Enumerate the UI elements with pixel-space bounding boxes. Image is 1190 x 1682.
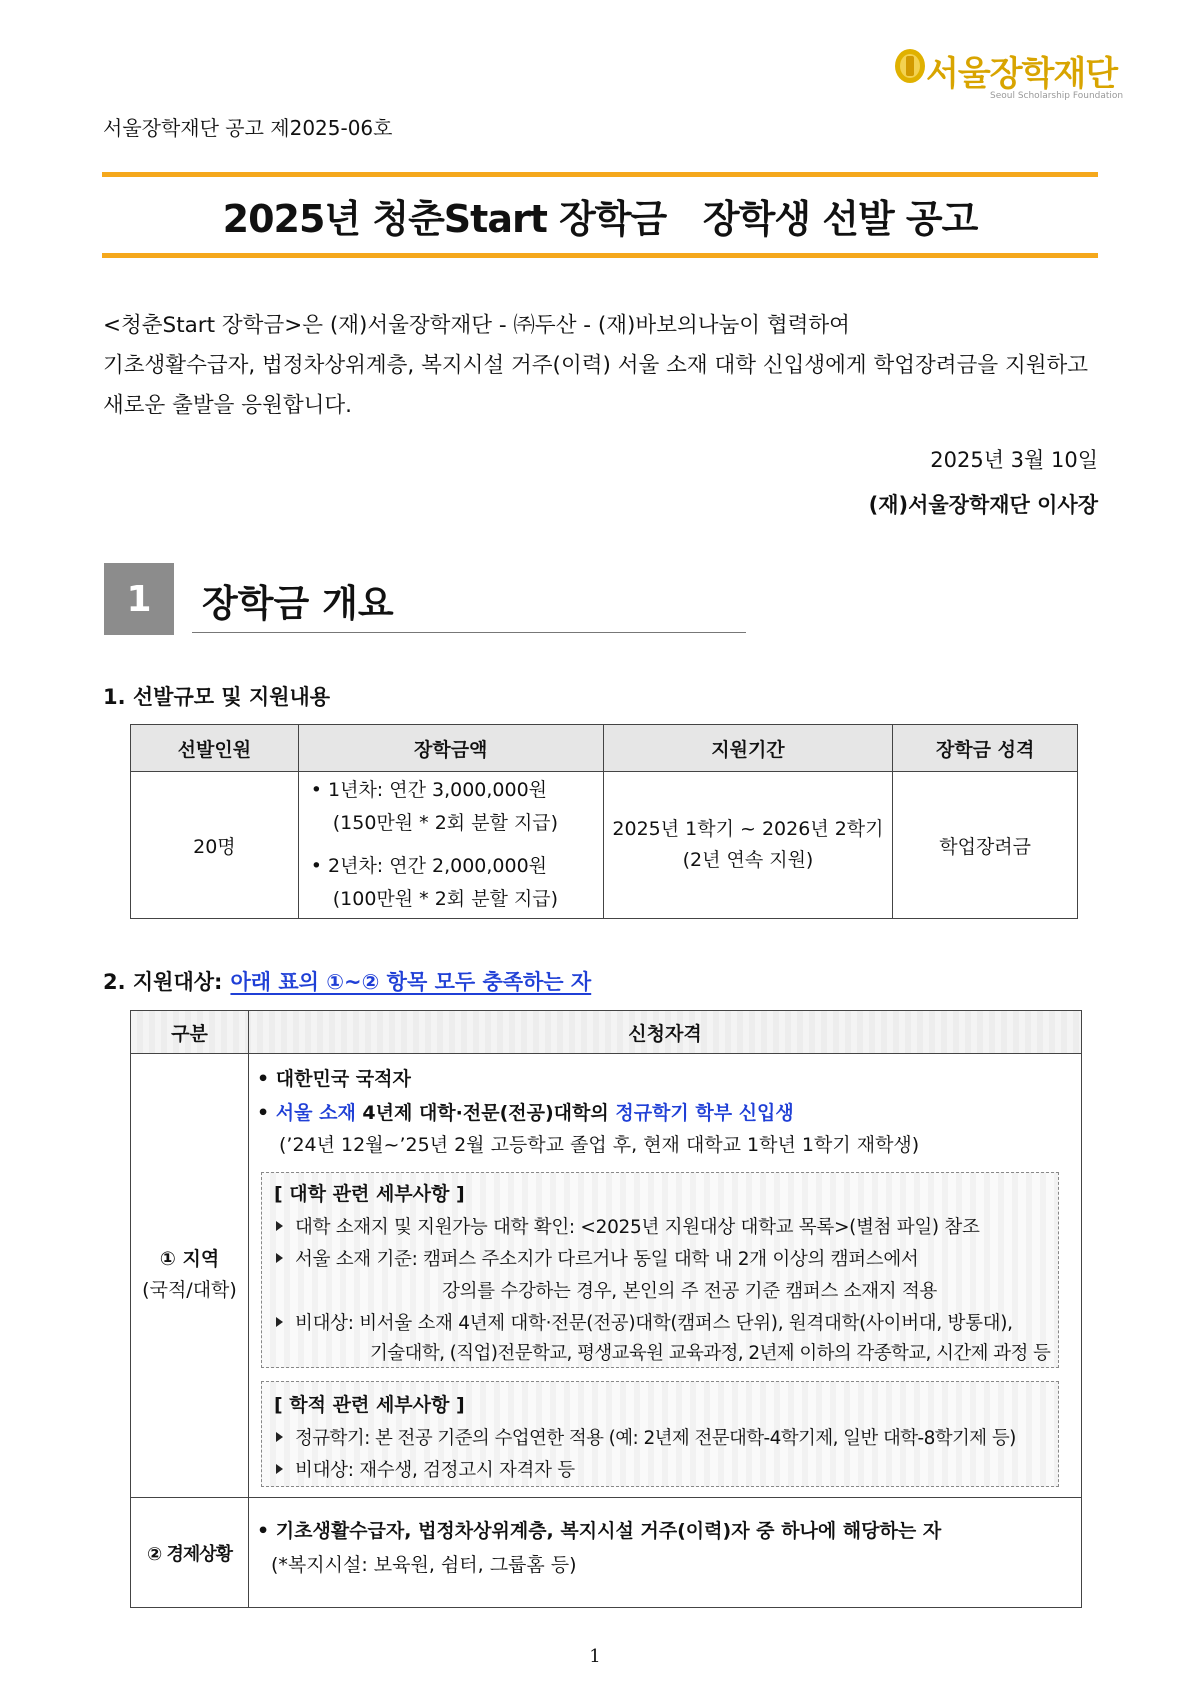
issuer: (재)서울장학재단 이사장 [868, 493, 1098, 517]
seoul-highlight: 서울 소재 [275, 1102, 356, 1124]
eligibility-heading [103, 966, 591, 996]
detail-text: 비대상: 비서울 소재 4년제 대학·전문(전공)대학(캠퍼스 단위), 원격대학(사이버대, 방통대), [295, 1313, 1013, 1334]
period-line: (2년 연속 지원) [682, 849, 814, 871]
section-underline [192, 632, 746, 633]
row-sublabel: (국적/대학) [142, 1279, 237, 1301]
detail-text: 정규학기: 본 전공 기준의 수업연한 적용 (예: 2년제 전문대학-4학기제, 일반 대학-8학기제 등) [295, 1428, 1016, 1449]
university-details-box [261, 1172, 1059, 1368]
subsection-heading: 1. 선발규모 및 지원내용 [103, 685, 331, 709]
table-row [131, 772, 1078, 919]
detail-item [276, 1424, 1016, 1450]
table-header-row [131, 725, 1078, 772]
amount-line: (150만원 * 2회 분할 지급) [332, 812, 559, 834]
amount-line: • 2년차: 연간 2,000,000원 [310, 855, 548, 877]
amount-line: • 1년차: 연간 3,000,000원 [310, 779, 548, 801]
freshman-note: (’24년 12월~’25년 2월 고등학교 졸업 후, 현재 대학교 1학년 1학기 재학생) [279, 1134, 920, 1156]
detail-continuation: 강의를 수강하는 경우, 본인의 주 전공 기준 캠퍼스 소재지 적용 [442, 1281, 938, 1302]
intro-line: 기초생활수급자, 법정차상위계층, 복지시설 거주(이력) 서울 소재 대학 신입생에게 학업장려금을 지원하고 [103, 353, 1089, 378]
page-number: 1 [589, 1646, 601, 1667]
intro-paragraph [103, 306, 1103, 426]
page-title: 2025년 청춘Start 장학금 장학생 선발 공고 [222, 197, 978, 241]
detail-text: 비대상: 재수생, 검정고시 자격자 등 [295, 1460, 575, 1481]
period-cell [603, 772, 893, 919]
notice-date: 2025년 3월 10일 [930, 448, 1098, 472]
section-number: 1 [104, 563, 174, 635]
row-label-economic: ② 경제상황 [146, 1543, 233, 1565]
notice-number: 서울장학재단 공고 제2025-06호 [103, 116, 393, 140]
header-cell: 장학금 성격 [893, 725, 1078, 772]
section-title: 장학금 개요 [202, 582, 394, 625]
detail-text: 대학 소재지 및 지원가능 대학 확인: <2025년 지원대상 대학교 목록>(별첨 파일) 참조 [295, 1217, 980, 1238]
row-divider [131, 1497, 1081, 1498]
detail-item [276, 1245, 919, 1271]
triangle-bullet-icon [276, 1221, 283, 1231]
university-bullet [257, 1097, 794, 1129]
intro-line: <청춘Start 장학금>은 (재)서울장학재단 - ㈜두산 - (재)바보의나눔이 협력하여 [103, 313, 850, 338]
column-divider [248, 1011, 249, 1607]
economic-note: (*복지시설: 보육원, 쉼터, 그룹홈 등) [271, 1554, 577, 1576]
selection-count: 20명 [131, 772, 299, 919]
box-title: [ 대학 관련 세부사항 ] [274, 1183, 465, 1205]
detail-item [276, 1456, 575, 1482]
header-qualification: 신청자격 [628, 1022, 702, 1045]
eligibility-highlight: 아래 표의 ①~② 항목 모두 충족하는 자 [230, 970, 592, 994]
triangle-bullet-icon [276, 1464, 283, 1474]
header-category: 구분 [171, 1022, 208, 1045]
amount-cell [298, 772, 603, 919]
bullet-prefix: • [257, 1102, 276, 1124]
freshman-highlight: 정규학기 학부 신입생 [615, 1102, 794, 1124]
detail-item [276, 1309, 1013, 1335]
scholarship-overview-table [130, 724, 1078, 919]
scholarship-nature: 학업장려금 [893, 772, 1078, 919]
logo-text: 서울장학재단 [926, 54, 1118, 94]
row-label-region [131, 1053, 248, 1497]
row-label: ① 지역 [159, 1248, 220, 1270]
intro-line: 새로운 출발을 응원합니다. [103, 393, 352, 418]
eligibility-heading-label: 2. 지원대상: [103, 970, 223, 994]
nationality-bullet: • 대한민국 국적자 [257, 1068, 411, 1090]
bullet-middle: 4년제 대학·전문(전공)대학의 [355, 1102, 616, 1124]
header-cell: 지원기간 [603, 725, 893, 772]
detail-item [276, 1213, 980, 1239]
box-title: [ 학적 관련 세부사항 ] [274, 1394, 465, 1416]
period-line: 2025년 1학기 ~ 2026년 2학기 [612, 818, 884, 840]
header-cell: 선발인원 [131, 725, 299, 772]
triangle-bullet-icon [276, 1253, 283, 1263]
amount-line: (100만원 * 2회 분할 지급) [332, 888, 559, 910]
header-cell: 장학금액 [298, 725, 603, 772]
academic-details-box [261, 1381, 1059, 1487]
title-top-rule [102, 172, 1098, 177]
economic-criteria: • 기초생활수급자, 법정차상위계층, 복지시설 거주(이력)자 중 하나에 해당하는 자 [257, 1520, 942, 1542]
eligibility-table [130, 1010, 1082, 1608]
triangle-bullet-icon [276, 1432, 283, 1442]
detail-text: 서울 소재 기준: 캠퍼스 주소지가 다르거나 동일 대학 내 2개 이상의 캠퍼스에서 [295, 1249, 919, 1270]
logo-subtext: Seoul Scholarship Foundation [990, 91, 1124, 101]
title-bottom-rule [102, 253, 1098, 258]
triangle-bullet-icon [276, 1317, 283, 1327]
detail-continuation: 기술대학, (직업)전문학교, 평생교육원 교육과정, 2년제 이하의 각종학교, 시간제 과정 등 [370, 1343, 1051, 1364]
